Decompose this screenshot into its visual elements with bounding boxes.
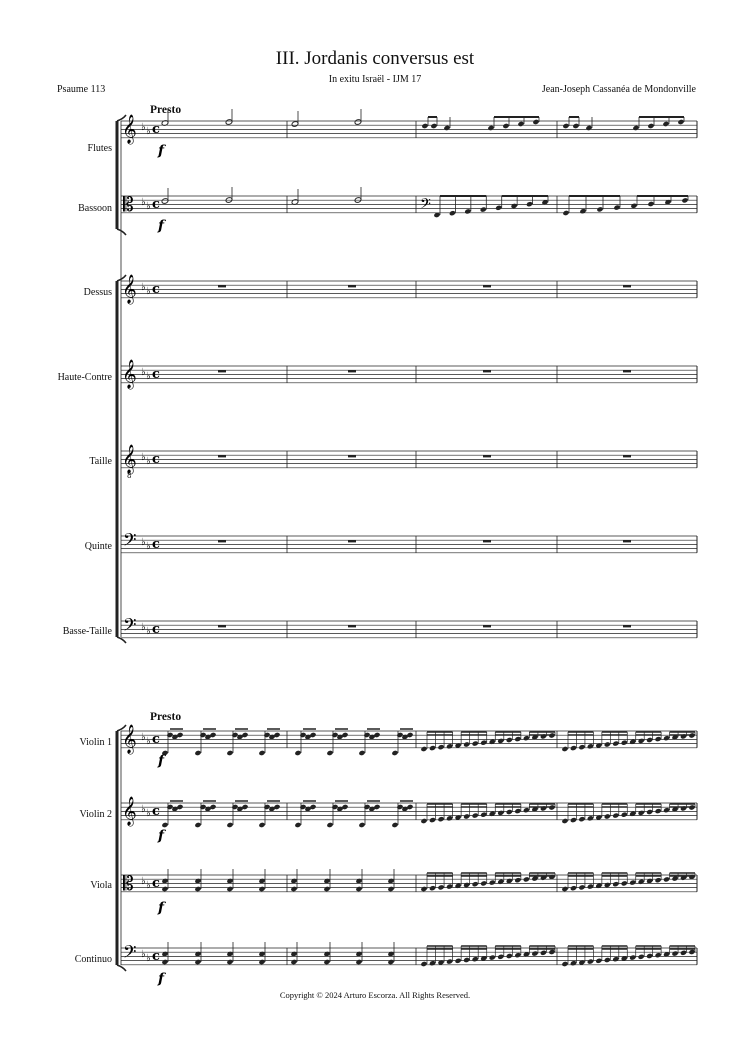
instrument-name-flutes: Flutes — [87, 143, 112, 154]
note-head — [572, 123, 579, 129]
note-head — [161, 959, 168, 965]
note-head — [677, 119, 684, 125]
note-head — [294, 822, 301, 828]
note-head — [587, 959, 594, 965]
bass-clef-icon: 𝄢 — [123, 942, 137, 966]
note-head — [258, 750, 265, 756]
note-head — [638, 738, 645, 744]
score-title: III. Jordanis conversus est — [275, 48, 475, 69]
note-head — [480, 880, 487, 886]
note-head — [621, 812, 628, 818]
copyright-notice: Copyright © 2024 Arturo Escorza. All Rights Reserved. — [279, 990, 471, 1000]
bracket-hook — [117, 229, 126, 235]
dynamic-forte: f — [158, 971, 165, 987]
note-head — [585, 125, 592, 131]
whole-rest — [623, 455, 631, 457]
note-head — [578, 744, 585, 750]
flat-icon: ♭ — [146, 953, 151, 964]
note-head — [604, 957, 611, 963]
treble-clef-icon: 𝄞 — [122, 796, 137, 825]
note-head — [514, 877, 521, 883]
note-head — [523, 876, 530, 882]
note-head — [621, 880, 628, 886]
flat-icon: ♭ — [146, 371, 151, 382]
note-head — [621, 740, 628, 746]
instrument-name-continuo: Continuo — [74, 954, 112, 965]
note-head — [506, 737, 513, 743]
note-head — [487, 125, 494, 131]
note-head — [355, 959, 362, 965]
note-head — [663, 735, 670, 741]
note-head — [646, 737, 653, 743]
tempo-marking-system1: Presto — [150, 104, 182, 116]
treble-clef-icon: 𝄞 — [122, 274, 137, 303]
flat-icon: ♭ — [146, 286, 151, 297]
note-head — [497, 954, 504, 960]
whole-rest — [623, 285, 631, 287]
whole-rest — [218, 625, 226, 627]
time-signature: c — [152, 282, 160, 297]
note-head — [294, 750, 301, 756]
note-head — [472, 741, 479, 747]
note-head — [562, 210, 569, 216]
note-head — [570, 817, 577, 823]
note-head — [523, 735, 530, 741]
time-signature: c — [152, 367, 160, 382]
note-head — [663, 807, 670, 813]
note-head — [604, 741, 611, 747]
time-signature: c — [152, 622, 160, 637]
note-head — [358, 822, 365, 828]
note-head — [587, 815, 594, 821]
note-head — [455, 958, 462, 964]
note-head — [258, 822, 265, 828]
note-head — [604, 813, 611, 819]
note-head — [463, 741, 470, 747]
note-head — [497, 738, 504, 744]
dynamic-forte: f — [158, 900, 165, 916]
flat-icon: ♭ — [141, 804, 146, 815]
note-head — [502, 123, 509, 129]
flat-icon: ♭ — [146, 736, 151, 747]
note-head — [561, 961, 568, 967]
bass-clef-icon: 𝄢 — [123, 615, 137, 639]
time-signature: c — [152, 804, 160, 819]
dynamic-forte: f — [158, 828, 165, 844]
note-head — [489, 955, 496, 961]
note-head — [355, 886, 362, 892]
instrument-name-taille: Taille — [89, 456, 112, 467]
flat-icon: ♭ — [141, 122, 146, 133]
whole-rest — [623, 625, 631, 627]
time-signature: c — [152, 122, 160, 137]
whole-rest — [623, 370, 631, 372]
note-head — [596, 206, 603, 212]
note-head — [540, 950, 547, 956]
note-head — [647, 123, 654, 129]
note-head — [463, 957, 470, 963]
note-head — [532, 119, 539, 125]
note-head — [258, 959, 265, 965]
alto-clef-icon: 𝄡 — [123, 194, 134, 216]
note-head — [421, 123, 428, 129]
note-head — [531, 951, 538, 957]
note-head — [680, 805, 687, 811]
dynamic-forte: f — [158, 218, 165, 234]
note-head — [514, 736, 521, 742]
instrument-name-dessus: Dessus — [83, 287, 112, 298]
note-head — [226, 750, 233, 756]
flat-icon: ♭ — [146, 201, 151, 212]
note-head — [514, 952, 521, 958]
note-head — [437, 744, 444, 750]
note-head — [681, 197, 688, 203]
note-head — [688, 949, 695, 955]
psalm-label: Psaume 113 — [57, 84, 106, 95]
note-head — [662, 121, 669, 127]
treble-clef-icon: 𝄞 — [122, 724, 137, 753]
time-signature: c — [152, 876, 160, 891]
composer-name: Jean-Joseph Cassanéa de Mondonville — [541, 84, 696, 95]
note-head — [548, 949, 555, 955]
whole-rest — [218, 285, 226, 287]
instrument-name-violin-1: Violin 1 — [79, 737, 112, 748]
time-signature: c — [152, 452, 160, 467]
note-head — [194, 959, 201, 965]
flat-icon: ♭ — [141, 197, 146, 208]
whole-rest — [218, 540, 226, 542]
note-head — [480, 740, 487, 746]
whole-rest — [348, 625, 356, 627]
flat-icon: ♭ — [141, 452, 146, 463]
whole-rest — [623, 540, 631, 542]
flat-icon: ♭ — [146, 626, 151, 637]
time-signature: c — [152, 537, 160, 552]
note-head — [446, 743, 453, 749]
note-head — [655, 808, 662, 814]
note-head — [646, 953, 653, 959]
note-head — [446, 959, 453, 965]
note-head — [326, 822, 333, 828]
note-head — [429, 817, 436, 823]
note-head — [437, 884, 444, 890]
time-signature: c — [152, 732, 160, 747]
flat-icon: ♭ — [141, 537, 146, 548]
note-head — [638, 810, 645, 816]
note-head — [443, 125, 450, 131]
whole-rest — [348, 370, 356, 372]
flat-icon: ♭ — [146, 541, 151, 552]
note-head — [391, 750, 398, 756]
instrument-name-quinte: Quinte — [84, 541, 112, 552]
note-head — [194, 822, 201, 828]
note-head — [258, 886, 265, 892]
note-head — [604, 882, 611, 888]
note-head — [523, 807, 530, 813]
flat-icon: ♭ — [141, 876, 146, 887]
note-head — [638, 954, 645, 960]
note-head — [655, 736, 662, 742]
note-head — [629, 880, 636, 886]
score-subtitle: In exitu Israël - IJM 17 — [328, 74, 422, 85]
whole-rest — [483, 625, 491, 627]
bass-clef-icon: 𝄢 — [420, 196, 431, 216]
note-head — [290, 959, 297, 965]
note-head — [480, 812, 487, 818]
note-head — [437, 816, 444, 822]
instrument-name-haute-contre: Haute-Contre — [57, 372, 112, 383]
note-head — [472, 956, 479, 962]
instrument-name-basse-taille: Basse-Taille — [62, 626, 112, 637]
note-head — [430, 123, 437, 129]
note-head — [497, 879, 504, 885]
bass-clef-icon: 𝄢 — [123, 530, 137, 554]
dynamic-forte: f — [158, 143, 165, 159]
note-head — [629, 955, 636, 961]
note-head — [387, 886, 394, 892]
note-head — [226, 959, 233, 965]
note-head — [226, 886, 233, 892]
note-head — [463, 882, 470, 888]
flat-icon: ♭ — [146, 126, 151, 137]
note-head — [646, 809, 653, 815]
note-head — [587, 884, 594, 890]
note-head — [449, 210, 456, 216]
note-head — [612, 881, 619, 887]
note-head — [540, 733, 547, 739]
whole-rest — [348, 285, 356, 287]
treble-clef-icon: 𝄞 — [122, 114, 137, 143]
note-head — [663, 876, 670, 882]
note-head — [517, 121, 524, 127]
instrument-name-bassoon: Bassoon — [78, 203, 112, 214]
flat-icon: ♭ — [141, 949, 146, 960]
dynamic-forte: f — [158, 753, 165, 769]
note-head — [612, 741, 619, 747]
whole-rest — [218, 455, 226, 457]
note-head — [561, 746, 568, 752]
note-head — [595, 958, 602, 964]
note-head — [680, 950, 687, 956]
note-head — [680, 733, 687, 739]
note-head — [497, 810, 504, 816]
note-head — [655, 877, 662, 883]
note-head — [570, 960, 577, 966]
flat-icon: ♭ — [141, 622, 146, 633]
note-head — [429, 960, 436, 966]
instrument-name-viola: Viola — [90, 880, 112, 891]
tempo-marking-system2: Presto — [150, 711, 182, 723]
note-head — [358, 750, 365, 756]
note-head — [514, 808, 521, 814]
treble-clef-icon: 𝄞 — [122, 444, 137, 473]
whole-rest — [218, 370, 226, 372]
note-head — [463, 813, 470, 819]
note-head — [420, 961, 427, 967]
note-head — [578, 884, 585, 890]
note-head — [561, 886, 568, 892]
whole-rest — [483, 370, 491, 372]
note-head — [562, 123, 569, 129]
whole-rest — [483, 540, 491, 542]
note-head — [613, 205, 620, 211]
note-head — [506, 809, 513, 815]
note-head — [472, 813, 479, 819]
note-head — [587, 743, 594, 749]
note-head — [570, 745, 577, 751]
time-signature: c — [152, 949, 160, 964]
note-head — [391, 822, 398, 828]
note-head — [526, 201, 533, 207]
note-head — [472, 881, 479, 887]
note-head — [655, 952, 662, 958]
note-head — [226, 822, 233, 828]
note-head — [323, 886, 330, 892]
flat-icon: ♭ — [146, 456, 151, 467]
alto-clef-icon: 𝄡 — [123, 873, 134, 895]
flat-icon: ♭ — [141, 367, 146, 378]
note-head — [446, 884, 453, 890]
flat-icon: ♭ — [146, 808, 151, 819]
note-head — [630, 203, 637, 209]
treble-clef-icon: 𝄞 — [122, 359, 137, 388]
time-signature: c — [152, 197, 160, 212]
note-head — [194, 750, 201, 756]
note-head — [579, 208, 586, 214]
whole-rest — [348, 455, 356, 457]
note-head — [420, 746, 427, 752]
note-head — [638, 879, 645, 885]
note-head — [540, 805, 547, 811]
note-head — [671, 951, 678, 957]
note-head — [480, 207, 487, 213]
note-head — [326, 750, 333, 756]
flat-icon: ♭ — [146, 880, 151, 891]
note-head — [429, 745, 436, 751]
note-head — [387, 959, 394, 965]
note-head — [506, 953, 513, 959]
octave-mark: 8 — [127, 472, 132, 480]
note-head — [194, 886, 201, 892]
note-head — [489, 880, 496, 886]
note-head — [647, 201, 654, 207]
instrument-name-violin-2: Violin 2 — [79, 809, 112, 820]
note-head — [612, 813, 619, 819]
whole-rest — [483, 285, 491, 287]
note-head — [161, 886, 168, 892]
note-head — [420, 886, 427, 892]
note-head — [495, 205, 502, 211]
note-head — [511, 203, 518, 209]
note-head — [612, 956, 619, 962]
note-head — [578, 816, 585, 822]
note-head — [420, 818, 427, 824]
note-head — [561, 818, 568, 824]
note-head — [446, 815, 453, 821]
whole-rest — [483, 455, 491, 457]
note-head — [464, 208, 471, 214]
note-head — [570, 885, 577, 891]
flat-icon: ♭ — [141, 732, 146, 743]
note-head — [632, 125, 639, 131]
note-head — [323, 959, 330, 965]
whole-rest — [348, 540, 356, 542]
note-head — [429, 885, 436, 891]
flat-icon: ♭ — [141, 282, 146, 293]
note-head — [290, 886, 297, 892]
